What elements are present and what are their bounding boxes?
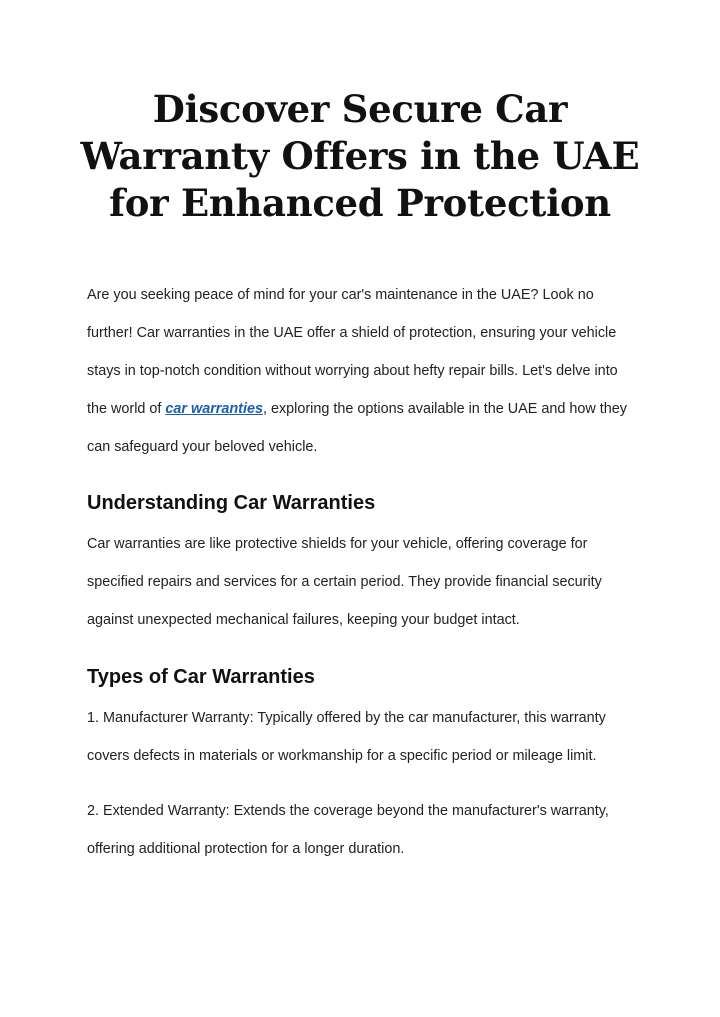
page-title bbox=[60, 86, 660, 227]
intro-line-4-before: the world of bbox=[87, 401, 166, 417]
understanding-line-1: Car warranties are like protective shields for your vehicle, offering coverage for bbox=[87, 536, 588, 552]
understanding-line-2: specified repairs and services for a certain period. They provide financial security bbox=[87, 574, 602, 590]
manufacturer-line-2: covers defects in materials or workmanship for a specific period or mileage limit. bbox=[87, 748, 597, 764]
types-heading: Types of Car Warranties bbox=[87, 666, 315, 688]
manufacturer-line-1: 1. Manufacturer Warranty: Typically offered by the car manufacturer, this warranty bbox=[87, 710, 606, 726]
manufacturer-warranty-paragraph bbox=[87, 699, 647, 775]
intro-line-3: stays in top-notch condition without worrying about hefty repair bills. Let's delve into bbox=[87, 363, 618, 379]
extended-warranty-paragraph bbox=[87, 792, 647, 868]
intro-line-4 bbox=[87, 390, 647, 428]
intro-line-4-after: , exploring the options available in the UAE and how they bbox=[262, 401, 627, 417]
title-line-2: Warranty Offers in the UAE bbox=[80, 134, 640, 178]
understanding-line-3: against unexpected mechanical failures, keeping your budget intact. bbox=[87, 612, 520, 628]
intro-paragraph bbox=[87, 276, 647, 466]
intro-line-2: further! Car warranties in the UAE offer a shield of protection, ensuring your vehicle bbox=[87, 325, 617, 341]
understanding-heading: Understanding Car Warranties bbox=[87, 492, 376, 514]
extended-line-2: offering additional protection for a longer duration. bbox=[87, 841, 405, 857]
title-line-3: for Enhanced Protection bbox=[109, 181, 611, 225]
title-line-1: Discover Secure Car bbox=[152, 87, 568, 131]
intro-line-1: Are you seeking peace of mind for your car's maintenance in the UAE? Look no bbox=[87, 287, 594, 303]
understanding-paragraph bbox=[87, 525, 647, 639]
car-warranties-link[interactable]: car warranties bbox=[165, 401, 263, 417]
intro-line-5: can safeguard your beloved vehicle. bbox=[87, 439, 318, 455]
extended-line-1: 2. Extended Warranty: Extends the coverage beyond the manufacturer's warranty, bbox=[87, 803, 609, 819]
